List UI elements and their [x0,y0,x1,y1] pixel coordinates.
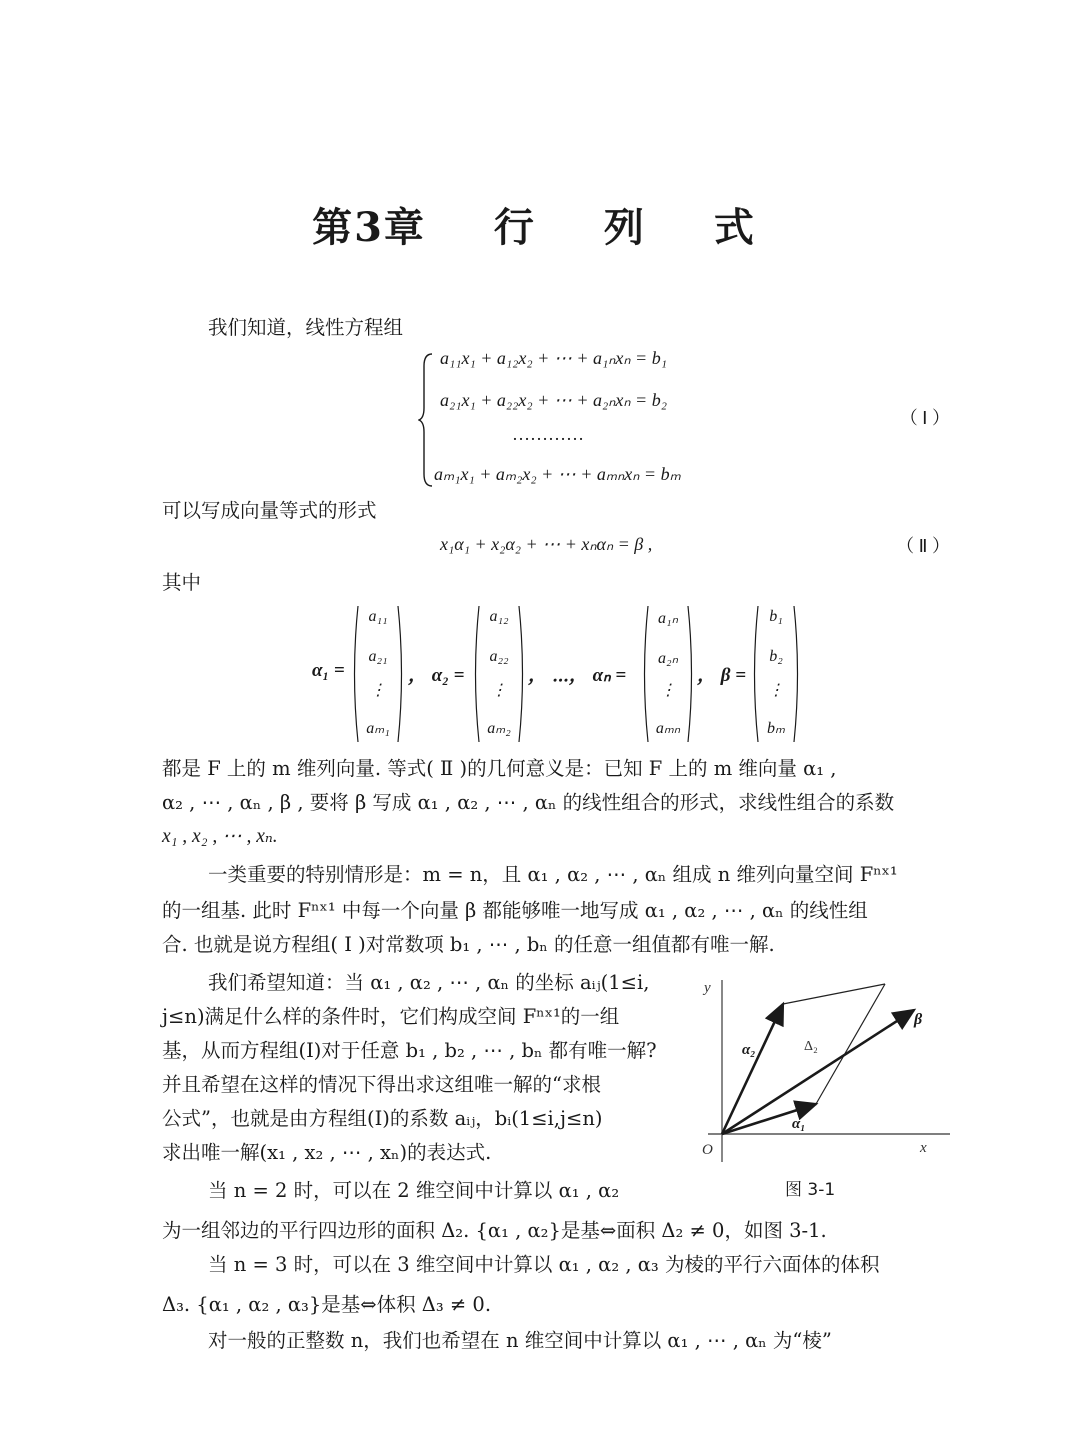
title-char-3: 式 [713,204,756,251]
parallelogram-right [816,984,885,1104]
beta-label: ， β = [697,665,747,686]
system-row-3: ………… [512,424,584,444]
para2-line-3: 合. 也就是说方程组( Ⅰ )对常数项 b₁ , ⋯ , bₙ 的任意一组值都有唯一解. [162,933,775,956]
system-row-4: aₘ₁x₁ + aₘ₂x₂ + ⋯ + aₘₙxₙ = bₘ [434,464,681,484]
vector-intro: 可以写成向量等式的形式 [162,499,377,522]
para1-line-1: 都是 F 上的 m 维列向量. 等式( Ⅱ )的几何意义是：已知 F 上的 m 维向量 α₁ , [162,757,837,780]
x-axis-label: x [920,1140,927,1156]
para1-line-3: x₁ , x₂ , ⋯ , xₙ. [162,826,278,847]
parallelogram-top [783,984,885,1004]
vector-equation: x₁α₁ + x₂α₂ + ⋯ + xₙαₙ = β , [440,534,653,554]
alpha1-label: α₁ = [312,660,345,681]
system-row-1: a₁₁x₁ + a₁₂x₂ + ⋯ + a₁ₙxₙ = b₁ [440,348,667,368]
left-brace [418,352,434,488]
para3-line-1: 我们希望知道：当 α₁ , α₂ , ⋯ , αₙ 的坐标 aᵢⱼ(1≤i, [208,971,650,994]
alpha2-entry-4: aₘ₂ [487,720,511,737]
alpha1-entry-2: a₂₁ [368,648,388,665]
figure-caption: 图 3-1 [785,1180,836,1200]
alphan-entry-2: a₂ₙ [658,650,678,667]
beta-entry-4: bₘ [767,720,785,737]
alpha2-label: ， α₂ = [408,665,465,686]
system-row-2: a₂₁x₁ + a₂₂x₂ + ⋯ + a₂ₙxₙ = b₂ [440,390,667,410]
alpha2-entry-3: ⋮ [491,682,507,699]
where-text: 其中 [162,571,202,594]
beta-entry-2: b₂ [769,648,783,665]
chapter-number: 第3章 [312,204,426,251]
para2-line-2: 的一组基. 此时 Fⁿˣ¹ 中每一个向量 β 都能够唯一地写成 α₁ , α₂ , ⋯ , αₙ 的线性组 [162,899,868,922]
para3-line-6: 求出唯一解(x₁ , x₂ , ⋯ , xₙ)的表达式. [162,1141,492,1164]
alpha1-entry-1: a₁₁ [368,608,388,625]
para4-line-1: 当 n = 3 时，可以在 3 维空间中计算以 α₁ , α₂ , α₃ 为棱的平行六面体的体积 [208,1253,880,1276]
equation-label-2: （ Ⅱ ） [896,536,950,556]
para2-line-1: 一类重要的特别情形是：m = n，且 α₁ , α₂ , ⋯ , αₙ 组成 n 维列向量空间 Fⁿˣ¹ [208,863,898,886]
para1-line-2: α₂ , ⋯ , αₙ , β , 要将 β 写成 α₁ , α₂ , ⋯ , αₙ 的线性组合的形式，求线性组合的系数 [162,791,895,814]
alpha2-fig-label: α₂ [742,1042,756,1058]
para4-line-2: Δ₃. {α₁ , α₂ , α₃}是基⇔体积 Δ₃ ≠ 0. [162,1293,492,1316]
para3-line-4: 并且希望在这样的情况下得出求这组唯一解的“求根 [162,1073,601,1096]
para3-line-2: j≤n)满足什么样的条件时，它们构成空间 Fⁿˣ¹的一组 [162,1005,620,1028]
delta2-fig-label: Δ₂ [804,1039,818,1054]
alphan-entry-3: ⋮ [660,682,676,699]
origin-label: O [702,1142,713,1158]
y-axis-label: y [704,980,711,996]
alphan-entry-1: a₁ₙ [658,610,678,627]
para3-line-7: 当 n = 2 时，可以在 2 维空间中计算以 α₁ , α₂ [208,1179,620,1202]
para3-line-5: 公式”，也就是由方程组(Ⅰ)的系数 aᵢⱼ，bᵢ(1≤i,j≤n) [162,1107,603,1130]
para5-line-1: 对一般的正整数 n，我们也希望在 n 维空间中计算以 α₁ , ⋯ , αₙ 为“棱” [208,1329,832,1352]
alphan-label: ， ⋯， αₙ = [528,665,627,686]
beta-entry-1: b₁ [769,608,783,625]
alpha1-entry-4: aₘ₁ [366,720,390,737]
intro-text: 我们知道，线性方程组 [208,316,404,339]
alpha2-entry-2: a₂₂ [489,648,509,665]
alpha1-fig-label: α₁ [792,1116,806,1132]
figure-parallelogram [688,966,958,1166]
alphan-entry-4: aₘₙ [655,720,681,737]
equation-label-1: （ Ⅰ ） [899,408,950,428]
chapter-title [0,196,1068,253]
title-char-2: 列 [603,204,646,251]
para3-line-8: 为一组邻边的平行四边形的面积 Δ₂. {α₁ , α₂}是基⇔面积 Δ₂ ≠ 0，如图 3-1. [162,1219,827,1242]
beta-fig-label: β [914,1011,923,1028]
beta-entry-3: ⋮ [768,682,784,699]
alpha2-entry-1: a₁₂ [489,608,509,625]
alpha1-entry-3: ⋮ [370,682,386,699]
para3-line-3: 基，从而方程组(Ⅰ)对于任意 b₁ , b₂ , ⋯ , bₙ 都有唯一解? [162,1039,657,1062]
title-char-1: 行 [493,204,536,251]
